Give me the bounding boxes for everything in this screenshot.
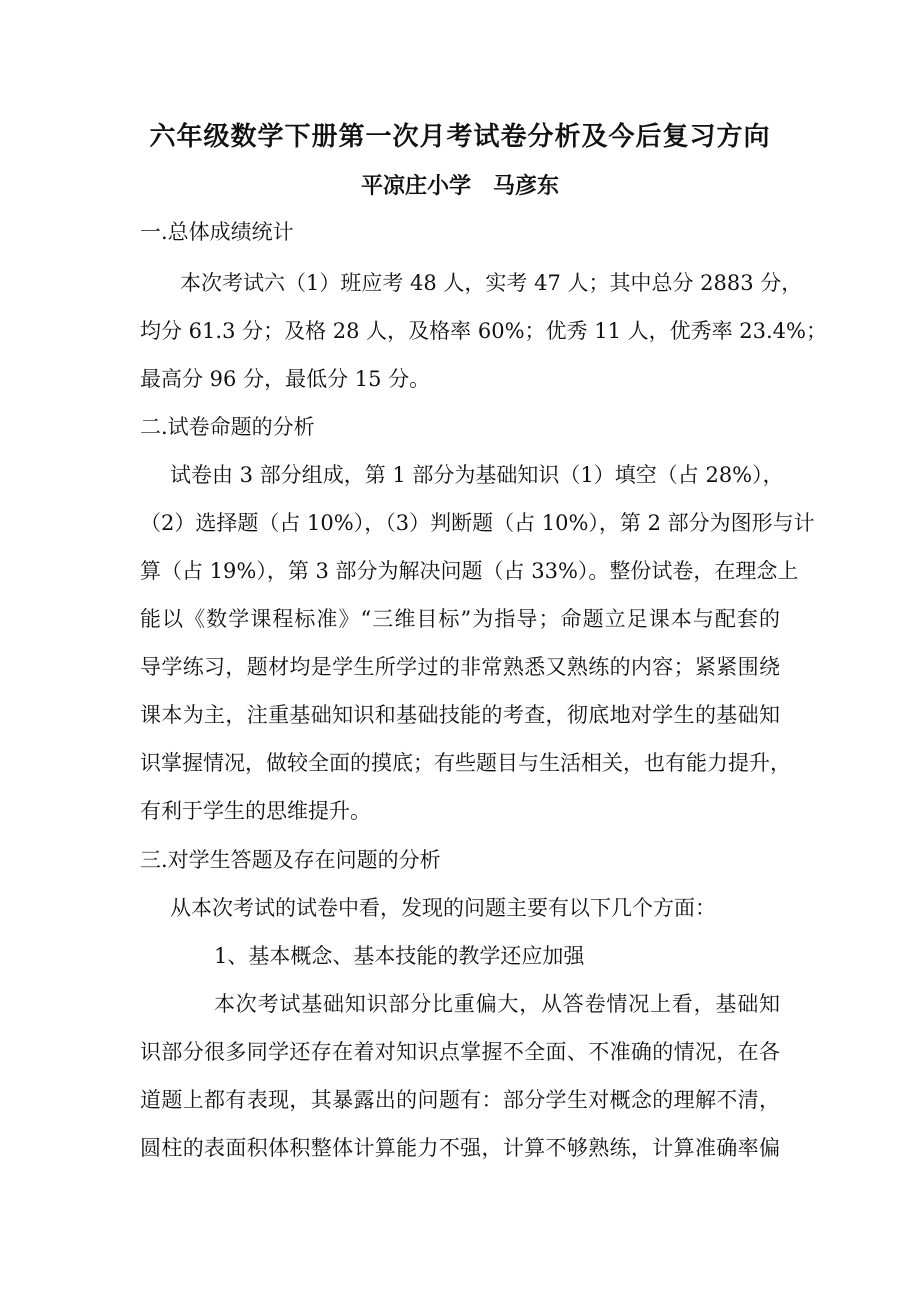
paragraph-line: 有利于学生的思维提升。 xyxy=(140,799,371,823)
paragraph-line: 导学练习，题材均是学生所学过的非常熟悉又熟练的内容；紧紧围绕 xyxy=(140,655,780,679)
paragraph-line: 识部分很多同学还存在着对知识点掌握不全面、不准确的情况，在各 xyxy=(140,1040,780,1064)
section-heading-2: 二.试卷命题的分析 xyxy=(140,415,315,439)
paragraph-line: 最高分 96 分，最低分 15 分。 xyxy=(140,367,431,391)
paragraph-line: 识掌握情况，做较全面的摸底；有些题目与生活相关，也有能力提升， xyxy=(140,751,791,775)
paragraph-line: 道题上都有表现，其暴露出的问题有：部分学生对概念的理解不清， xyxy=(140,1088,780,1112)
paragraph-line: 试卷由 3 部分组成，第 1 部分为基础知识（1）填空（占 28%）， xyxy=(170,463,784,487)
paragraph-line: 本次考试基础知识部分比重偏大，从答卷情况上看，基础知 xyxy=(214,992,780,1016)
section-heading-3: 三.对学生答题及存在问题的分析 xyxy=(140,848,441,872)
paragraph-line: 圆柱的表面积体积整体计算能力不强，计算不够熟练，计算准确率偏 xyxy=(140,1136,780,1160)
subheading: 1、基本概念、基本技能的教学还应加强 xyxy=(214,944,585,968)
document-author: 平凉庄小学 马彦东 xyxy=(360,173,559,199)
paragraph-intro: 从本次考试的试卷中看，发现的问题主要有以下几个方面： xyxy=(170,896,716,920)
paragraph-line: 均分 61.3 分；及格 28 人，及格率 60%；优秀 11 人，优秀率 23.4%； xyxy=(140,319,827,343)
paragraph-line: （2）选择题（占 10%），（3）判断题（占 10%），第 2 部分为图形与计 xyxy=(140,511,815,535)
section-heading-1: 一.总体成绩统计 xyxy=(140,220,294,244)
paragraph-line: 算（占 19%），第 3 部分为解决问题（占 33%）。整份试卷，在理念上 xyxy=(140,559,799,583)
paragraph-line: 课本为主，注重基础知识和基础技能的考查，彻底地对学生的基础知 xyxy=(140,703,780,727)
paragraph-line: 本次考试六（1）班应考 48 人，实考 47 人；其中总分 2883 分， xyxy=(180,271,803,295)
document-title: 六年级数学下册第一次月考试卷分析及今后复习方向 xyxy=(149,122,771,152)
paragraph-line: 能以《数学课程标准》“三维目标”为指导；命题立足课本与配套的 xyxy=(140,607,780,631)
